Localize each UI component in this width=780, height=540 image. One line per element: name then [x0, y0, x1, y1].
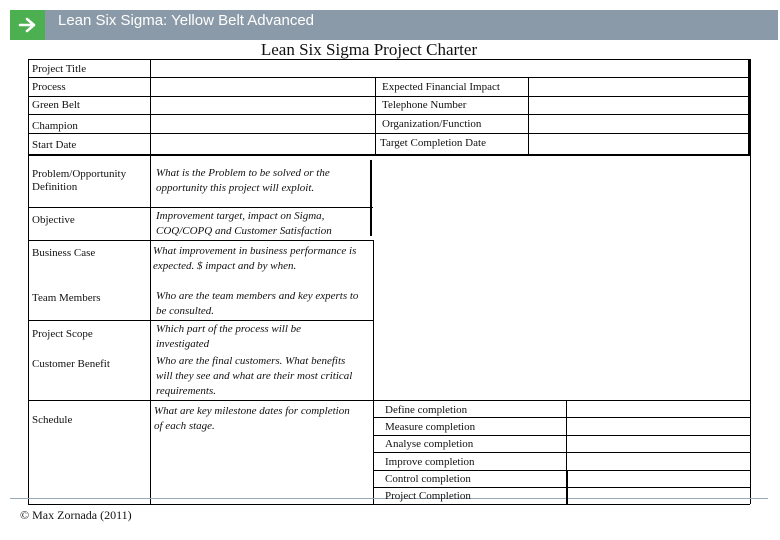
schedule-item-project: Project Completion	[385, 490, 471, 502]
schedule-item-measure: Measure completion	[385, 421, 476, 433]
customer-benefit-label: Customer Benefit	[32, 358, 110, 370]
copyright-footer: © Max Zornada (2011)	[20, 508, 132, 522]
next-arrow-button[interactable]	[10, 10, 45, 40]
project-scope-label: Project Scope	[32, 328, 93, 340]
project-scope-description: Which part of the process will be investigated	[156, 323, 302, 350]
expected-financial-impact-label: Expected Financial Impact	[382, 81, 500, 93]
schedule-item-analyse: Analyse completion	[385, 438, 474, 450]
objective-description: Improvement target, impact on Sigma, COQ/COPQ and Customer Satisfaction	[156, 210, 332, 237]
schedule-label: Schedule	[32, 414, 73, 426]
arrow-right-icon	[18, 16, 38, 34]
course-title: Lean Six Sigma: Yellow Belt Advanced	[58, 12, 315, 29]
schedule-item-control: Control completion	[385, 473, 471, 485]
project-title-label: Project Title	[32, 63, 87, 75]
telephone-number-label: Telephone Number	[382, 99, 467, 111]
schedule-item-improve: Improve completion	[385, 456, 475, 468]
schedule-item-define: Define completion	[385, 404, 468, 416]
problem-opportunity-label: Problem/Opportunity Definition	[32, 168, 127, 193]
target-completion-date-label: Target Completion Date	[380, 137, 486, 149]
champion-label: Champion	[32, 120, 78, 132]
start-date-label: Start Date	[32, 139, 77, 151]
green-belt-label: Green Belt	[32, 99, 80, 111]
business-case-description: What improvement in business performance is expected. $ impact and by when.	[153, 245, 357, 272]
customer-benefit-description: Who are the final customers. What benefits will they see and what are their most critical requirements.	[156, 355, 353, 397]
business-case-label: Business Case	[32, 247, 96, 259]
team-members-description: Who are the team members and key experts to be consulted.	[156, 290, 359, 317]
organization-function-label: Organization/Function	[382, 118, 482, 130]
objective-label: Objective	[32, 214, 75, 226]
problem-opportunity-description: What is the Problem to be solved or the opportunity this project will exploit.	[156, 167, 330, 194]
team-members-label: Team Members	[32, 292, 101, 304]
process-label: Process	[32, 81, 66, 93]
schedule-description: What are key milestone dates for completion of each stage.	[154, 405, 350, 432]
charter-title: Lean Six Sigma Project Charter	[260, 40, 478, 59]
